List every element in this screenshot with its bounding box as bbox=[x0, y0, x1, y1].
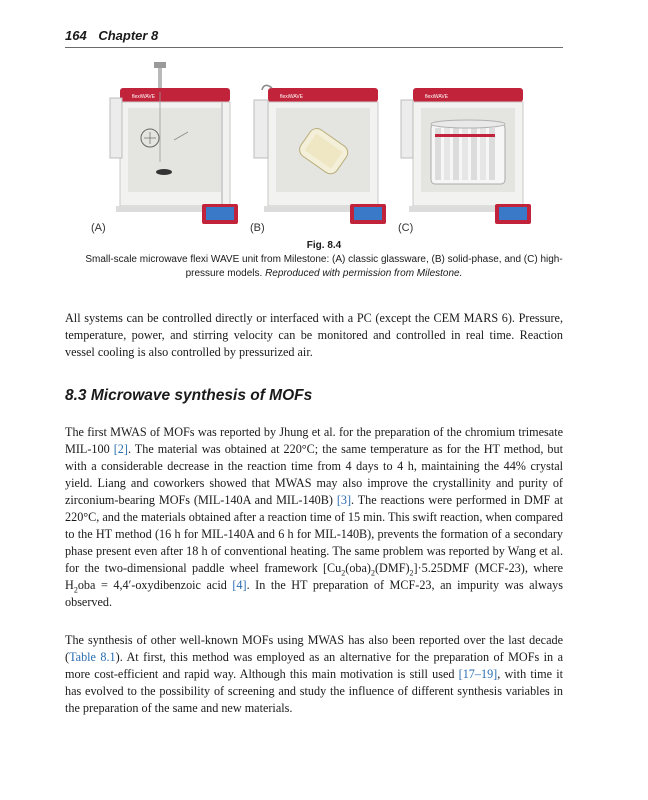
citation-link[interactable]: [17–19] bbox=[458, 667, 498, 681]
brand-logo: flexiWAVE bbox=[425, 94, 449, 100]
caption-credit: Reproduced with permission from Milestone. bbox=[265, 268, 463, 279]
caption-text: Small-scale microwave flexi WAVE unit from Milestone: (A) classic glassware, (B) solid-phase, and (C) high-pressure models. bbox=[85, 254, 563, 279]
terminal-screen bbox=[354, 207, 382, 220]
body-paragraph-1: The first MWAS of MOFs was reported by Jhung et al. for the preparation of the chromium trimesate MIL-100 [2]. The material was obtained at 220°C; the same temperature as for the HT method, but with a considerable decrease in the reaction time from 4 days to 4 h, maintaining the 44% crystal yield. Liang and coworkers showed that MWAS may also improve the crystallinity and purity of zirconium-bearing MOFs (MIL-140A and MIL-140B) [3]. The reactions were performed in DMF at 220°C, and the materials obtained after a reaction time of 15 min. This swift reaction, when compared to the HT method (16 h for MIL-140A and 6 h for MIL-140B), prevents the formation of a secondary phase present even after 18 h of conventional heating. The same problem was reported by Wang et al. for the two-dimensional paddle wheel framework $[Cu_2(oba)_2(DMF)_2]\cdot 5.25DMF$ (MCF-23), where $H_2oba$ = 4,4′-oxydibenzoic acid [4]. In the HT preparation of MCF-23, an impurity was always observed. bbox=[65, 425, 563, 609]
figure-number: Fig. 8.4 bbox=[306, 240, 342, 251]
open-door bbox=[254, 100, 268, 158]
microwave-unit-a-illustration bbox=[102, 62, 242, 234]
open-door bbox=[401, 100, 413, 158]
table-link[interactable]: Table 8.1 bbox=[69, 650, 116, 664]
panel-label-c: (C) bbox=[398, 222, 414, 234]
chapter-title: Chapter 8 bbox=[98, 28, 159, 43]
intro-paragraph: All systems can be controlled directly or interfaced with a PC (except the CEM MARS 6). Pressure, temperature, power, and stirring velocity can be monitored and controlled in real time. Reaction vessel cooling is also controlled by pressurized air. bbox=[65, 311, 563, 359]
microwave-unit-b-illustration bbox=[250, 62, 390, 234]
section-title: Microwave synthesis of MOFs bbox=[90, 387, 313, 404]
panel-label-a: (A) bbox=[91, 222, 106, 234]
terminal-screen bbox=[206, 207, 234, 220]
brand-logo: flexiWAVE bbox=[280, 94, 304, 100]
microwave-unit-b bbox=[250, 62, 390, 234]
citation-link[interactable]: [2] bbox=[113, 442, 128, 456]
citation-link[interactable]: [3] bbox=[336, 493, 352, 507]
section-heading bbox=[65, 387, 312, 405]
microwave-unit-c-illustration bbox=[395, 62, 535, 234]
section-number: 8.3 bbox=[65, 387, 87, 404]
microwave-unit-c bbox=[395, 62, 535, 234]
cavity bbox=[128, 108, 222, 192]
panel-label-b: (B) bbox=[250, 222, 265, 234]
terminal-screen bbox=[499, 207, 527, 220]
figure-8-4 bbox=[90, 62, 550, 234]
open-door bbox=[110, 98, 122, 158]
microwave-unit-a bbox=[102, 62, 242, 234]
stir-plate bbox=[156, 169, 172, 175]
citation-link[interactable]: [4] bbox=[232, 578, 247, 592]
vessel-rotor bbox=[431, 120, 505, 184]
figure-caption bbox=[68, 253, 580, 281]
header-rule bbox=[65, 47, 563, 48]
running-head bbox=[65, 28, 158, 43]
body-paragraph-2: The synthesis of other well-known MOFs using MWAS has also been reported over the last decade (Table 8.1). At first, this method was employed as an alternative for the preparation of MOFs in a more cost-efficient and rapid way. Although this main motivation is still used [17–19], with time it has evolved to the possibility of screening and study the influence of different synthesis variables in the preparation of the same and new materials. bbox=[65, 633, 564, 715]
brand-logo: flexiWAVE bbox=[132, 94, 156, 100]
page-number: 164 bbox=[65, 28, 87, 43]
